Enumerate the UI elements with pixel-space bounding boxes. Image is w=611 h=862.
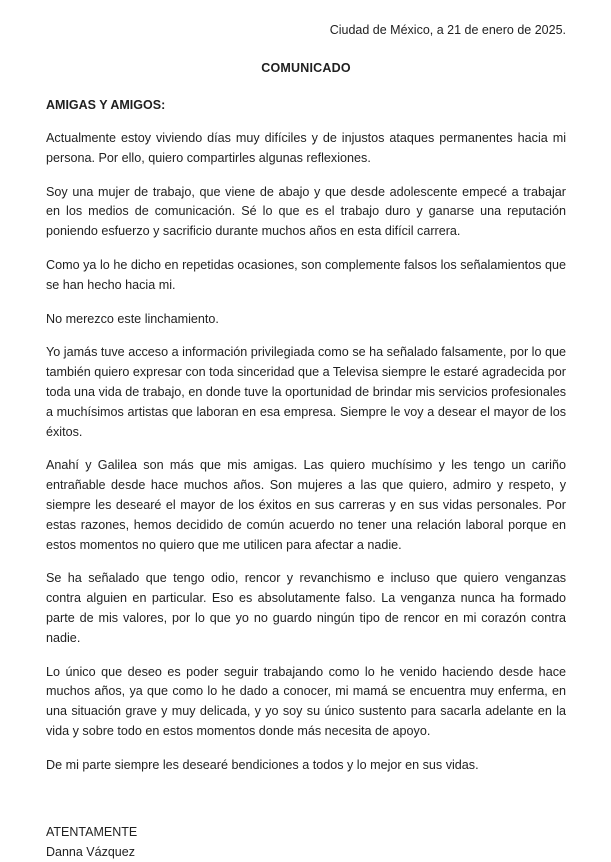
closing-atentamente: ATENTAMENTE: [46, 824, 138, 839]
paragraph: Anahí y Galilea son más que mis amigas. Las quiero muchísimo y les tengo un cariño entrañable desde hace muchos años. Son mujeres a las que quiero, admiro y respeto, y siempre les desearé el mayor de los éxitos en sus carreras y en sus vidas personales. Por estas razones, hemos decidido de común acuerdo no tener una relación laboral porque en estos momentos no quiero que me utilicen para afectar a nadie.: [46, 458, 566, 552]
paragraph: Como ya lo he dicho en repetidas ocasiones, son complemente falsos los señalamientos que se han hecho hacia mi.: [46, 257, 566, 292]
paragraph: Yo jamás tuve acceso a información privilegiada como se ha señalado falsamente, por lo que también quiero expresar con toda sinceridad que a Televisa siempre le estaré agradecida por toda una vida de trabajo, en donde tuve la oportunidad de brindar mis servicios profesionales a muchísimos artistas que laboran en esa empresa. Siempre le voy a desear el mayor de los éxitos.: [46, 345, 566, 439]
letter-body: [46, 129, 566, 776]
paragraph: De mi parte siempre les desearé bendiciones a todos y lo mejor en sus vidas.: [46, 757, 479, 772]
paragraph: Se ha señalado que tengo odio, rencor y revanchismo e incluso que quiero venganzas contra alguien en particular. Eso es absolutamente falso. La venganza nunca ha formado parte de mis valores, por lo que yo no guardo ningún tipo de rencor en mi corazón contra nadie.: [46, 571, 566, 645]
signature-name: Danna Vázquez: [46, 844, 135, 859]
paragraph: Soy una mujer de trabajo, que viene de abajo y que desde adolescente empecé a trabajar en los medios de comunicación. Sé lo que es el trabajo duro y ganarse una reputación poniendo esfuerzo y sacrificio durante muchos años en esta difícil carrera.: [46, 184, 566, 239]
document-title: COMUNICADO: [261, 61, 351, 75]
paragraph: Actualmente estoy viviendo días muy difíciles y de injustos ataques permanentes hacia mi persona. Por ello, quiero compartirles algunas reflexiones.: [46, 131, 566, 165]
closing-block: [46, 822, 566, 862]
date-line: Ciudad de México, a 21 de enero de 2025.: [329, 23, 566, 37]
paragraph: Lo único que deseo es poder seguir trabajando como lo he venido haciendo desde hace muchos años, ya que como lo he dado a conocer, mi mamá se encuentra muy enferma, en una situación grave y muy delicada, y yo soy su único sustento para sacarla adelante en la vida y sobre todo en estos momentos donde más necesita de apoyo.: [46, 664, 566, 738]
paragraph: No merezco este linchamiento.: [46, 311, 219, 326]
salutation: AMIGAS Y AMIGOS:: [46, 98, 166, 112]
